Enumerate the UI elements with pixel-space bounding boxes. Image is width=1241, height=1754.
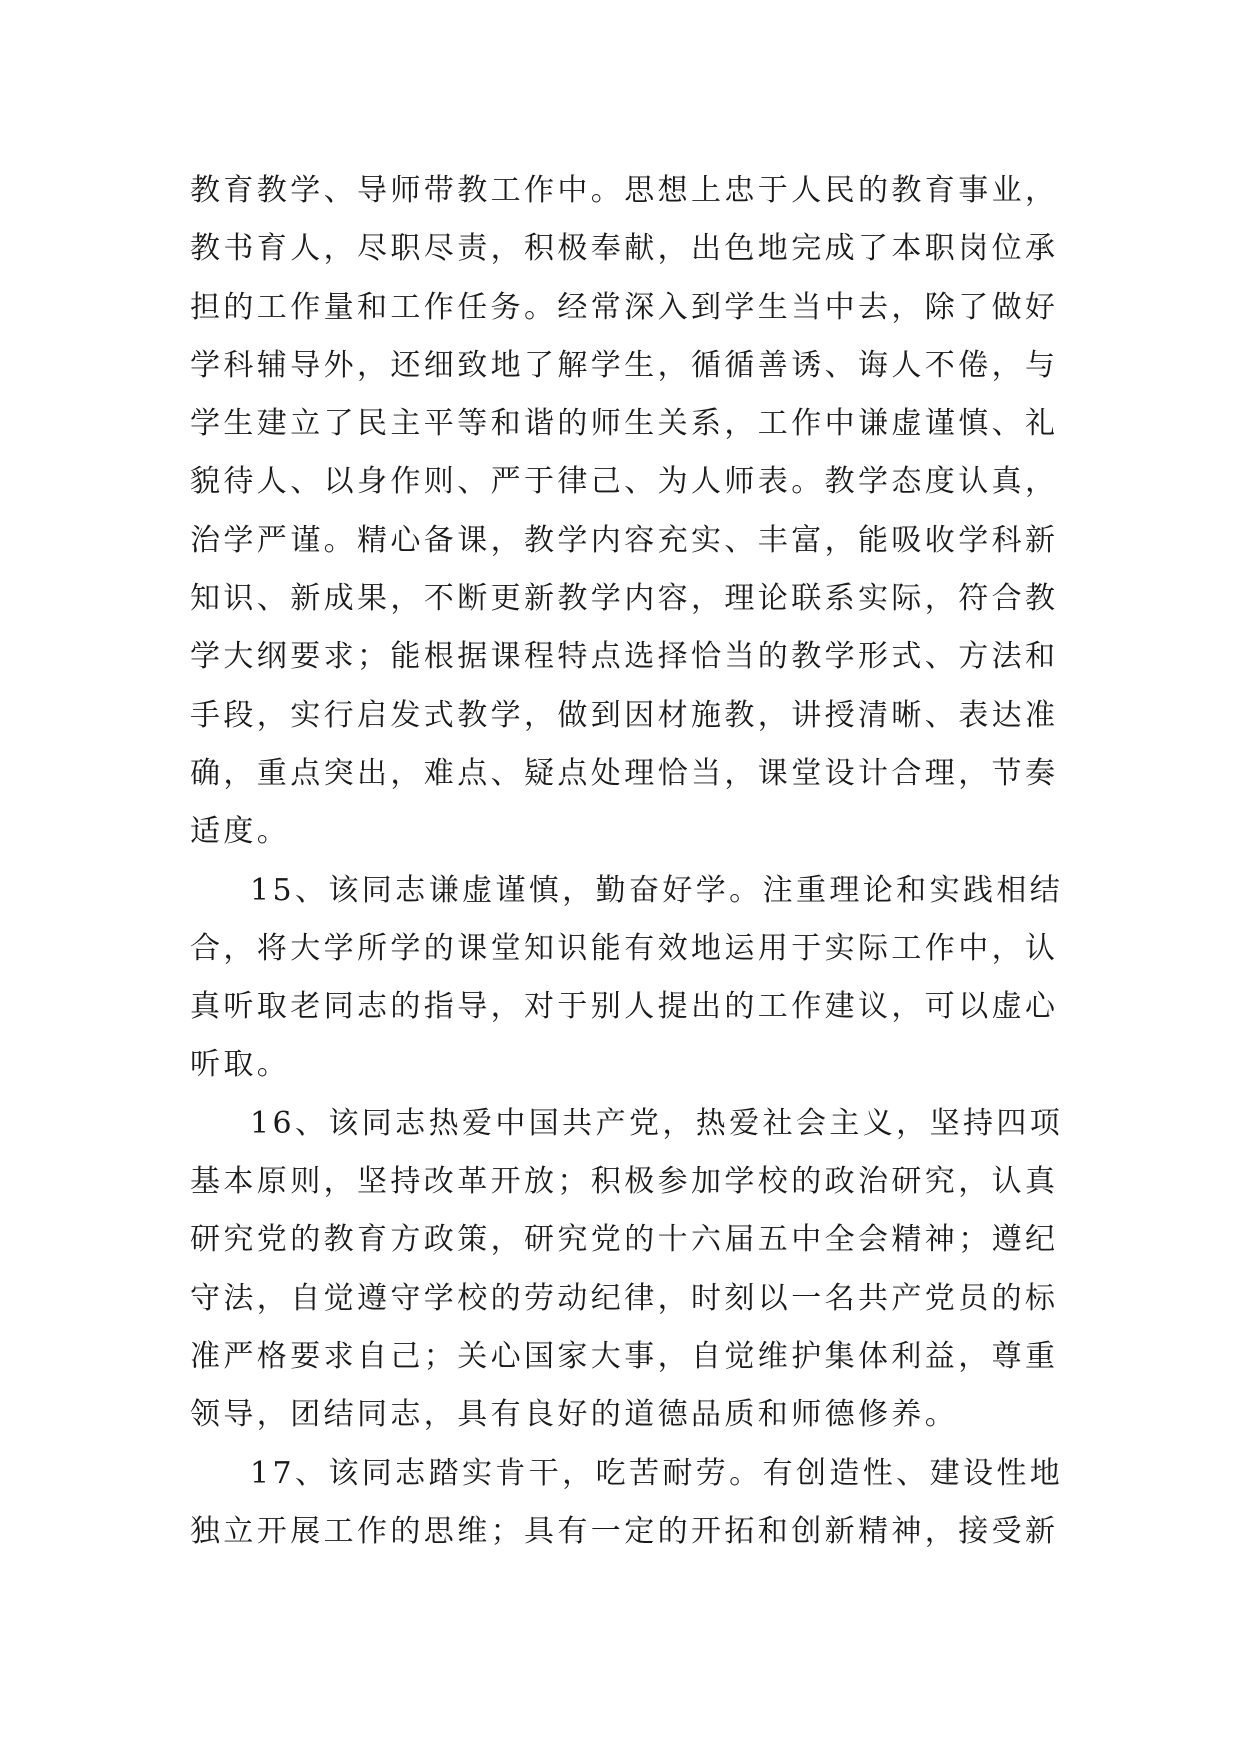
text-line: 研究党的教育方政策，研究党的十六届五中全会精神；遵纪 (190, 1222, 1059, 1258)
text-line: 知识、新成果，不断更新教学内容，理论联系实际，符合教 (190, 581, 1059, 617)
text-line: 教育教学、导师带教工作中。思想上忠于人民的教育事业， (190, 173, 1059, 208)
paragraph-item-15 (190, 862, 1070, 1095)
text-line: 基本原则，坚持改革开放；积极参加学校的政治研究，认真 (190, 1164, 1059, 1200)
text-line: 真听取老同志的指导，对于别人提出的工作建议，可以虚心 (190, 989, 1059, 1025)
text-line: 15、该同志谦虚谨慎，勤奋好学。注重理论和实践相结 (250, 872, 1064, 908)
text-line: 确，重点突出，难点、疑点处理恰当，课堂设计合理，节奏 (190, 755, 1059, 791)
text-line: 准严格要求自己；关心国家大事，自觉维护集体利益，尊重 (190, 1338, 1059, 1374)
paragraph-item-16 (190, 1095, 1070, 1445)
text-line: 貌待人、以身作则、严于律己、为人师表。教学态度认真， (190, 464, 1059, 500)
text-line: 合，将大学所学的课堂知识能有效地运用于实际工作中，认 (190, 930, 1059, 966)
text-line: 16、该同志热爱中国共产党，热爱社会主义，坚持四项 (250, 1105, 1064, 1141)
text-line: 适度。 (190, 814, 291, 850)
text-line: 担的工作量和工作任务。经常深入到学生当中去，除了做好 (190, 289, 1059, 325)
text-line: 守法，自觉遵守学校的劳动纪律，时刻以一名共产党员的标 (190, 1280, 1059, 1316)
text-line: 学生建立了民主平等和谐的师生关系，工作中谦虚谨慎、礼 (190, 406, 1059, 442)
text-line: 独立开展工作的思维；具有一定的开拓和创新精神，接受新 (190, 1513, 1059, 1549)
text-line: 手段，实行启发式教学，做到因材施教，讲授清晰、表达准 (190, 697, 1059, 733)
text-line: 听取。 (190, 1047, 291, 1083)
text-line: 学科辅导外，还细致地了解学生，循循善诱、诲人不倦，与 (190, 347, 1059, 383)
text-line: 治学严谨。精心备课，教学内容充实、丰富，能吸收学科新 (190, 522, 1059, 558)
text-line: 领导，团结同志，具有良好的道德品质和师德修养。 (190, 1397, 959, 1433)
text-line: 教书育人，尽职尽责，积极奉献，出色地完成了本职岗位承 (190, 231, 1059, 267)
paragraph-item-17 (190, 1445, 1070, 1562)
text-line: 17、该同志踏实肯干，吃苦耐劳。有创造性、建设性地 (250, 1455, 1064, 1491)
text-line: 学大纲要求；能根据课程特点选择恰当的教学形式、方法和 (190, 639, 1059, 675)
document-body (190, 162, 1070, 1561)
paragraph-continuation (190, 162, 1070, 862)
